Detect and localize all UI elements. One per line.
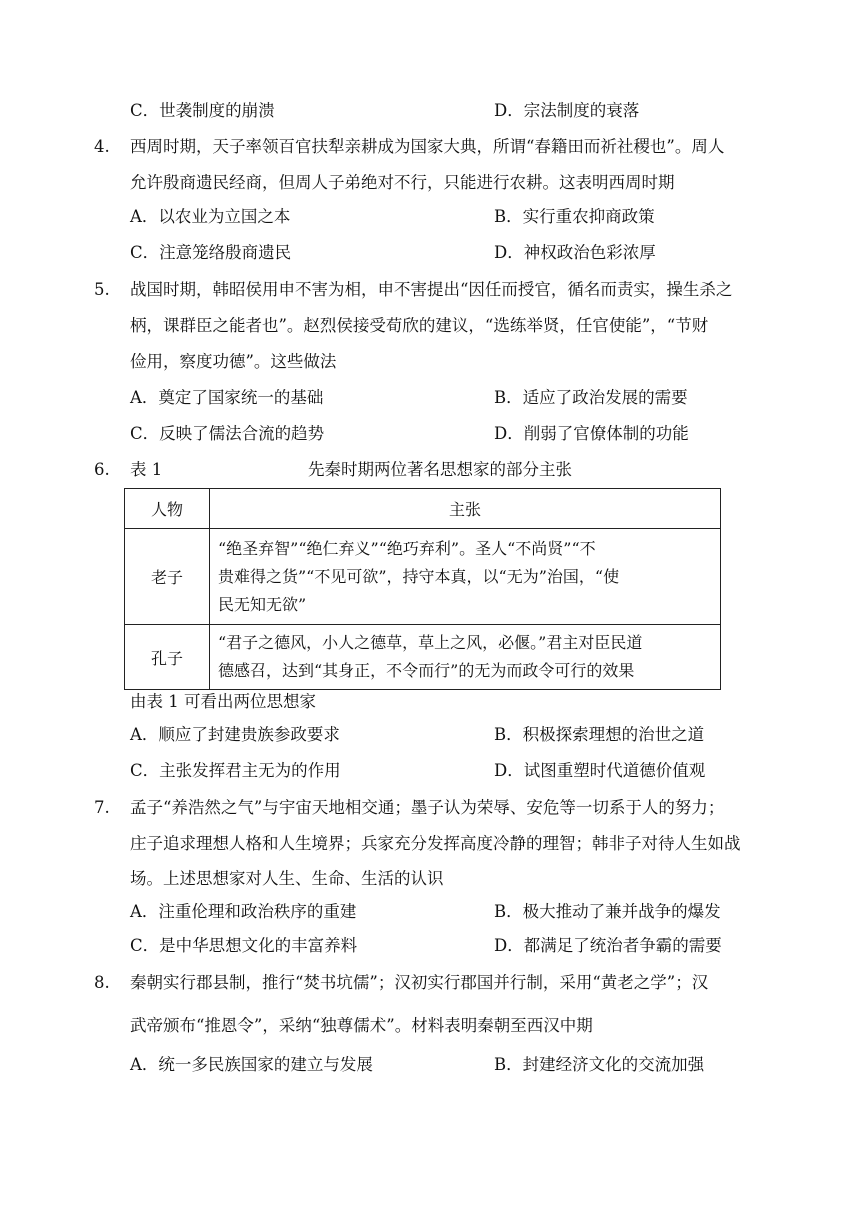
q6-stem: 由表 1 可看出两位思想家 (130, 692, 316, 711)
q6-number: 6. (94, 460, 110, 479)
table-label: 表 1 (130, 460, 163, 479)
q4-option-d: D．神权政治色彩浓厚 (494, 243, 656, 262)
q5-option-b: B．适应了政治发展的需要 (494, 388, 688, 407)
table-row (125, 625, 721, 690)
q7-stem-line-1: 孟子“养浩然之气”与宇宙天地相交通；墨子认为荣辱、安危等一切系于人的努力； (130, 798, 725, 817)
q7-stem-line-3: 场。上述思想家对人生、生命、生活的认识 (130, 869, 444, 888)
q5-option-d: D．削弱了官僚体制的功能 (494, 424, 689, 443)
claim-line: 德感召，达到“其身正，不令而行”的无为而政令可行的效果 (218, 661, 635, 680)
q5-stem-line-1: 战国时期，韩昭侯用申不害为相，申不害提出“因任而授官，循名而责实，操生杀之 (130, 280, 733, 299)
q4-option-c: C．注意笼络殷商遗民 (130, 243, 292, 262)
q5-number: 5. (94, 280, 110, 299)
q7-stem-line-2: 庄子追求理想人格和人生境界；兵家充分发挥高度冷静的理智；韩非子对待人生如战 (130, 834, 741, 853)
q3-option-c: C．世袭制度的崩溃 (130, 101, 275, 120)
q5-option-c: C．反映了儒法合流的趋势 (130, 424, 325, 443)
q7-option-b: B．极大推动了兼并战争的爆发 (494, 902, 721, 921)
q4-option-a: A．以农业为立国之本 (130, 207, 291, 226)
q8-number: 8. (94, 973, 110, 992)
q4-option-b: B．实行重农抑商政策 (494, 207, 655, 226)
q6-option-a: A．顺应了封建贵族参政要求 (130, 725, 340, 744)
q8-option-b: B．封建经济文化的交流加强 (494, 1055, 705, 1074)
table-cell-claim (210, 529, 721, 625)
claim-line: 贵难得之货”“不见可欲”，持守本真，以“无为”治国，“使 (218, 566, 620, 586)
claim-line: “绝圣弃智”“绝仁弃义”“绝巧弃利”。圣人“不尚贤”“不 (218, 538, 596, 558)
table-cell-person: 老子 (125, 529, 210, 625)
q4-stem-line-1: 西周时期，天子率领百官扶犁亲耕成为国家大典，所谓“春籍田而祈社稷也”。周人 (130, 137, 725, 156)
table-title: 先秦时期两位著名思想家的部分主张 (308, 460, 572, 479)
q5-stem-line-2: 柄，课群臣之能者也”。赵烈侯接受荀欣的建议，“选练举贤，任官使能”，“节财 (130, 316, 709, 335)
table-cell-claim (210, 625, 721, 690)
claim-line: “君子之德风，小人之德草，草上之风，必偃。”君主对臣民道 (218, 633, 643, 652)
q3-option-d: D．宗法制度的衰落 (494, 101, 640, 120)
q7-option-d: D．都满足了统治者争霸的需要 (494, 936, 722, 955)
q7-option-a: A．注重伦理和政治秩序的重建 (130, 902, 357, 921)
q7-number: 7. (94, 798, 110, 817)
q4-number: 4. (94, 137, 110, 156)
table-header-person: 人物 (125, 489, 210, 529)
table-row (125, 529, 721, 625)
q7-option-c: C．是中华思想文化的丰富养料 (130, 936, 358, 955)
q6-option-b: B．积极探索理想的治世之道 (494, 725, 705, 744)
table-header-row (125, 489, 721, 529)
q8-option-a: A．统一多民族国家的建立与发展 (130, 1055, 373, 1074)
table-cell-person: 孔子 (125, 625, 210, 690)
q5-stem-line-3: 俭用，察度功德”。这些做法 (130, 352, 337, 371)
claim-line: 民无知无欲” (218, 594, 307, 614)
thinkers-table (124, 488, 721, 690)
q5-option-a: A．奠定了国家统一的基础 (130, 388, 324, 407)
q6-option-d: D．试图重塑时代道德价值观 (494, 761, 706, 780)
q4-stem-line-2: 允许殷商遗民经商，但周人子弟绝对不行，只能进行农耕。这表明西周时期 (130, 173, 675, 192)
q8-stem-line-2: 武帝颁布“推恩令”，采纳“独尊儒术”。材料表明秦朝至西汉中期 (130, 1016, 593, 1035)
q6-option-c: C．主张发挥君主无为的作用 (130, 761, 341, 780)
q8-stem-line-1: 秦朝实行郡县制，推行“焚书坑儒”；汉初实行郡国并行制，采用“黄老之学”；汉 (130, 973, 709, 992)
table-header-claim: 主张 (210, 489, 721, 529)
